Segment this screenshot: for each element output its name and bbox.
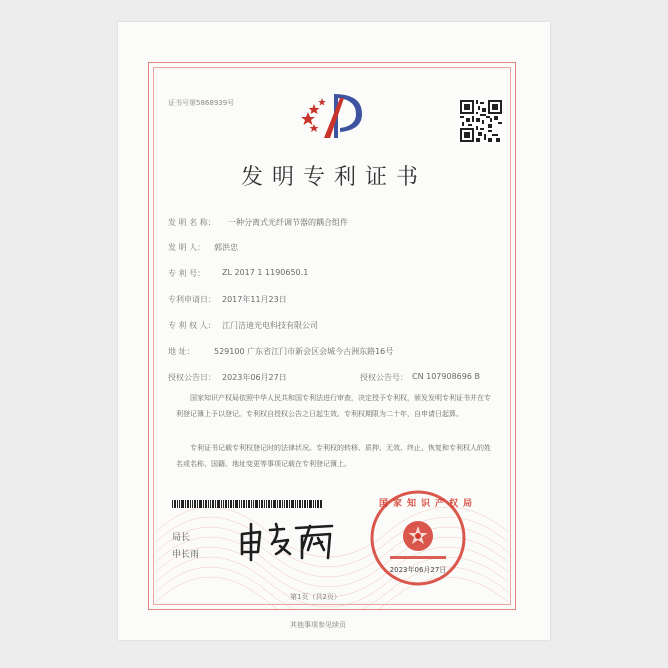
field-value-patentee: 江门洁迪光电科技有限公司 (222, 321, 318, 330)
certificate-paragraph-1: 国家知识产权局依照中华人民共和国专利法进行审查，决定授予专利权，颁发发明专利证书并在专利登记簿上予以登记。专利权自授权公告之日起生效。专利权期限为二十年，自申请日起算。 (176, 394, 491, 418)
seal-date: 2023年06月27日 (389, 566, 447, 574)
field-label-inventor: 发 明 人： (168, 243, 206, 252)
certificate-number: 证书号第5868939号 (168, 99, 235, 107)
field-label-patent-number: 专 利 号： (168, 269, 206, 278)
seal-text: 国家知识产权局 (379, 499, 478, 509)
field-label-invention-name: 发 明 名 称： (168, 218, 216, 227)
qr-code[interactable] (460, 100, 502, 142)
publication-number-value: CN 107908696 B (412, 372, 480, 381)
field-label-patentee: 专 利 权 人： (168, 321, 216, 330)
field-value-address: 529100 广东省江门市新会区会城今古洲东路16号 (214, 347, 394, 356)
field-value-inventor: 郭洪忠 (214, 243, 238, 252)
page-info: 第1页（共2页） (290, 593, 341, 601)
field-value-patent-number: ZL 2017 1 1190650.1 (222, 268, 309, 277)
footer-note: 其他事项参见续页 (290, 621, 346, 629)
publication-number-label: 授权公告号： (360, 373, 408, 382)
grant-date-label: 授权公告日： (168, 373, 216, 382)
director-name: 申长雨 (172, 550, 200, 560)
barcode (172, 500, 322, 508)
certificate-title: 发明专利证书 (240, 165, 427, 190)
grant-date-value: 2023年06月27日 (222, 373, 287, 382)
field-label-application-date: 专利申请日： (168, 295, 216, 304)
certificate-paragraph-2: 专利证书记载专利权登记时的法律状况。专利权的转移、质押、无效、终止、恢复和专利权人的姓名或名称、国籍、地址变更等事项记载在专利登记簿上。 (176, 444, 491, 468)
field-value-application-date: 2017年11月23日 (222, 295, 287, 304)
field-value-invention-name: 一种分离式光纤调节器的耦合组件 (228, 218, 348, 227)
director-title: 局长 (172, 533, 191, 543)
field-label-address: 地 址： (168, 347, 195, 356)
cnipa-logo (300, 90, 370, 142)
director-signature (236, 520, 336, 562)
